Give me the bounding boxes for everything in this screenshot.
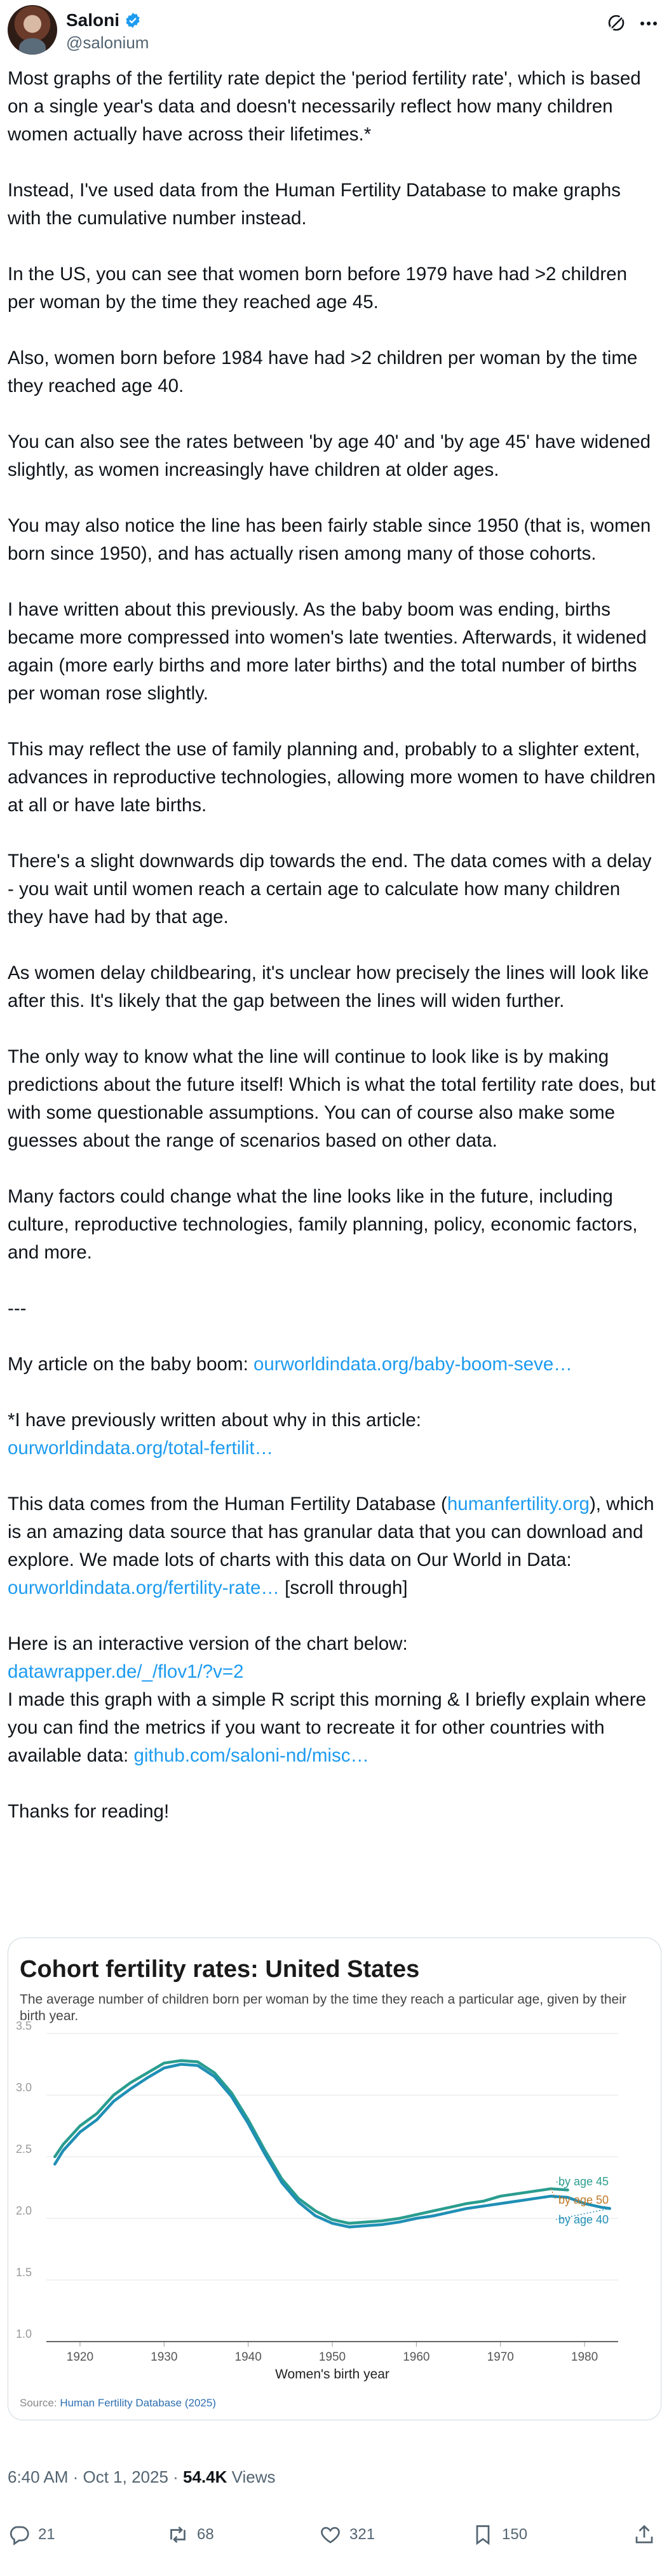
y-tick-label: 3.0: [16, 2081, 32, 2094]
tweet-paragraph: You may also notice the line has been fairly stable since 1950 (that is, women born since 1950), and has actually risen among many of those cohorts.: [8, 515, 656, 564]
datawrapper-link[interactable]: datawrapper.de/_/flov1/?v=2: [8, 1661, 244, 1682]
tweet-paragraph: ---: [8, 1298, 27, 1319]
x-tick-label: 1950: [318, 2350, 346, 2364]
tweet-paragraph: There's a slight downwards dip towards the end. The data comes with a delay - you wait until women reach a certain age to calculate how many children they have had by that age.: [8, 851, 657, 927]
reply-count: 21: [38, 2526, 55, 2543]
chart-image-card[interactable]: [8, 1938, 661, 2420]
y-tick-label: 2.5: [16, 2143, 32, 2155]
data-source-paragraph: [8, 1490, 659, 1602]
author-name[interactable]: Saloni: [66, 10, 120, 30]
series-line-by-age-40: [55, 2065, 610, 2227]
tweet-paragraph: You can also see the rates between 'by age 40' and 'by age 45' have widened slightly, as women increasingly have children at older ages.: [8, 431, 656, 480]
repost-icon: [166, 2523, 189, 2546]
series-label: by age 45: [558, 2175, 609, 2188]
tweet-paragraph: This may reflect the use of family planning and, probably to a slighter extent, advances in reproductive technologies, allowing more women to have children at all or have late births.: [8, 739, 661, 816]
reply-button[interactable]: [8, 2523, 55, 2546]
bookmark-count: 150: [502, 2526, 528, 2543]
series-label: by age 50: [558, 2193, 609, 2206]
tweet-paragraph: Many factors could change what the line looks like in the future, including culture, reproductive technologies, family planning, policy, economic factors, and more.: [8, 1186, 643, 1263]
y-tick-label: 3.5: [16, 2021, 32, 2032]
y-tick-label: 1.5: [16, 2266, 32, 2279]
chart-title: Cohort fertility rates: United States: [20, 1956, 420, 1983]
action-bar: [0, 2523, 669, 2561]
views-label: Views: [227, 2467, 276, 2486]
tweet-paragraph: Instead, I've used data from the Human Fertility Database to make graphs with the cumulative number instead.: [8, 180, 626, 229]
chart-subtitle: The average number of children born per woman by the time they reach a particular age, given by their birth year.: [20, 1992, 626, 2023]
author-handle[interactable]: @salonium: [66, 33, 149, 52]
like-button[interactable]: [319, 2523, 375, 2546]
github-link[interactable]: github.com/saloni-nd/misc…: [133, 1745, 369, 1766]
like-count: 321: [349, 2526, 375, 2543]
x-tick-label: 1960: [403, 2350, 430, 2364]
data-text-3: [scroll through]: [279, 1577, 408, 1598]
thanks-paragraph: Thanks for reading!: [8, 1801, 170, 1822]
chart-source: [20, 2397, 216, 2410]
tweet-header: [8, 5, 661, 56]
more-options-icon[interactable]: [638, 14, 659, 33]
interactive-prefix: Here is an interactive version of the chart below:: [8, 1633, 408, 1654]
series-label: by age 40: [558, 2213, 609, 2226]
x-tick-label: 1970: [487, 2350, 514, 2364]
article-paragraph: [8, 1351, 656, 1379]
tweet-paragraph: In the US, you can see that women born before 1979 have had >2 children per woman by the time they reached age 45.: [8, 264, 633, 313]
rscript-text: I made this graph with a simple R script this morning & I briefly explain where you can find the metrics if you want to recreate it for other countries with available data:: [8, 1689, 652, 1766]
y-tick-label: 2.0: [16, 2204, 32, 2217]
chart-source-prefix: Source:: [20, 2397, 60, 2409]
tweet-body: [8, 65, 661, 1854]
verified-badge-icon: [125, 12, 141, 29]
tweet-meta: [8, 2467, 276, 2487]
tweet-paragraph: The only way to know what the line will continue to look like is by making predictions about the future itself! Which is what the total fertility rate does, but with some questionable assumptions. You can of course also make some guesses about the range of scenarios based on other data.: [8, 1046, 661, 1151]
tweet-paragraph: As women delay childbearing, it's unclear how precisely the lines will look like after this. It's likely that the gap between the lines will widen further.: [8, 962, 654, 1011]
bookmark-button[interactable]: [471, 2523, 527, 2546]
tweet-timestamp[interactable]: 6:40 AM · Oct 1, 2025 ·: [8, 2467, 184, 2486]
x-axis-label: Women's birth year: [275, 2367, 389, 2382]
x-tick-label: 1920: [66, 2350, 94, 2364]
bookmark-icon: [471, 2523, 494, 2546]
tweet-paragraph: Also, women born before 1984 have had >2 children per woman by the time they reached age 40.: [8, 347, 643, 396]
x-tick-label: 1930: [151, 2350, 178, 2364]
author-name-row: [66, 10, 141, 30]
article-prefix: My article on the baby boom:: [8, 1354, 253, 1375]
grok-icon[interactable]: [606, 13, 626, 33]
tweet-paragraph: Most graphs of the fertility rate depict the 'period fertility rate', which is based on a single year's data and doesn't necessarily reflect how many children women actually have across their lifetimes.*: [8, 68, 646, 145]
previous-article-link[interactable]: ourworldindata.org/total-fertilit…: [8, 1438, 274, 1459]
repost-count: 68: [197, 2526, 214, 2543]
reply-icon: [8, 2523, 30, 2546]
tweet-paragraph: I have written about this previously. As the baby boom was ending, births became more compressed into women's late twenties. Afterwards, it widened again (more early births and more later births) and the total number of births per woman rose slightly.: [8, 599, 652, 704]
article-link[interactable]: ourworldindata.org/baby-boom-seve…: [253, 1354, 572, 1375]
data-text-1: This data comes from the Human Fertility Database (: [8, 1494, 447, 1514]
series-line-by-age-45: [55, 2061, 567, 2223]
avatar[interactable]: [8, 5, 57, 55]
chart-source-link[interactable]: Human Fertility Database (2025): [60, 2397, 216, 2409]
previous-article-paragraph: [8, 1406, 656, 1462]
share-button[interactable]: [633, 2523, 656, 2546]
x-tick-label: 1980: [571, 2350, 598, 2364]
repost-button[interactable]: [166, 2523, 214, 2546]
share-icon: [633, 2523, 656, 2546]
views-count: 54.4K: [183, 2467, 227, 2486]
x-tick-label: 1940: [234, 2350, 262, 2364]
y-tick-label: 1.0: [16, 2328, 32, 2340]
previous-prefix: *I have previously written about why in this article:: [8, 1410, 421, 1431]
interactive-paragraph: [8, 1630, 656, 1770]
heart-icon: [319, 2523, 342, 2546]
humanfertility-link[interactable]: humanfertility.org: [447, 1494, 590, 1514]
data-text-2: ), which is an amazing data source that has granular data that you can download and explore. We made lots of charts with this data on Our World in Data:: [8, 1494, 659, 1570]
chart-plot: [8, 2021, 661, 2389]
fertility-rate-link[interactable]: ourworldindata.org/fertility-rate…: [8, 1577, 280, 1598]
